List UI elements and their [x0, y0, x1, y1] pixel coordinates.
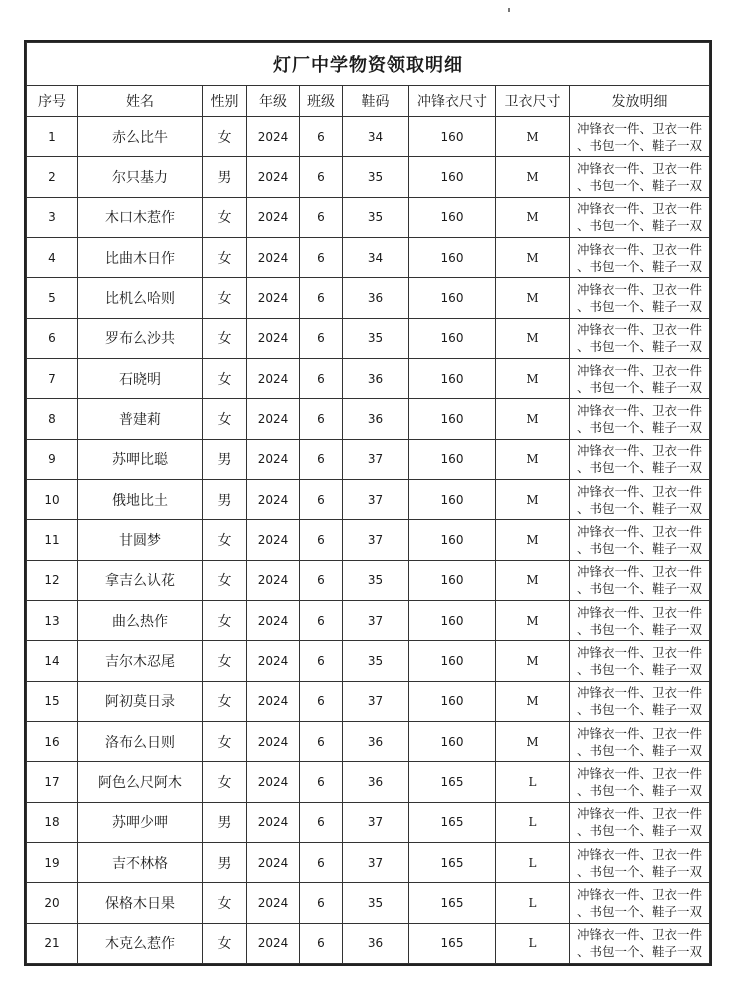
cell-details — [570, 479, 710, 519]
cell-details — [570, 560, 710, 600]
cell-class: 6 — [300, 157, 343, 197]
details-line-2: 、书包一个、鞋子一双 — [576, 863, 702, 879]
cell-jacket-size: 160 — [409, 318, 496, 358]
cell-name: 吉不林格 — [78, 842, 203, 882]
details-line-1: 冲锋衣一件、卫衣一件 — [576, 765, 702, 781]
cell-grade: 2024 — [247, 762, 300, 802]
table-row — [27, 439, 710, 479]
cell-name: 石晓明 — [78, 358, 203, 398]
details-line-2: 、书包一个、鞋子一双 — [576, 782, 702, 798]
cell-hoodie-size: M — [496, 439, 570, 479]
cell-jacket-size: 165 — [409, 842, 496, 882]
cell-grade: 2024 — [247, 157, 300, 197]
cell-grade: 2024 — [247, 560, 300, 600]
cell-jacket-size: 160 — [409, 358, 496, 398]
cell-index: 10 — [27, 479, 78, 519]
details-line-1: 冲锋衣一件、卫衣一件 — [576, 160, 702, 176]
cell-shoe-size: 35 — [343, 560, 409, 600]
details-line-2: 、书包一个、鞋子一双 — [576, 944, 702, 960]
details-line-2: 、书包一个、鞋子一双 — [576, 661, 702, 677]
cell-details — [570, 278, 710, 318]
details-line-1: 冲锋衣一件、卫衣一件 — [576, 806, 702, 822]
cell-hoodie-size: M — [496, 560, 570, 600]
cell-shoe-size: 36 — [343, 762, 409, 802]
cell-details — [570, 641, 710, 681]
cell-grade: 2024 — [247, 318, 300, 358]
cell-index: 2 — [27, 157, 78, 197]
details-line-1: 冲锋衣一件、卫衣一件 — [576, 120, 702, 136]
cell-gender: 女 — [203, 641, 247, 681]
cell-class: 6 — [300, 802, 343, 842]
table-row — [27, 883, 710, 923]
cell-index: 13 — [27, 600, 78, 640]
cell-name: 木口木惹作 — [78, 197, 203, 237]
cell-jacket-size: 165 — [409, 923, 496, 963]
cell-gender: 女 — [203, 197, 247, 237]
cell-shoe-size: 35 — [343, 641, 409, 681]
header-grade: 年级 — [247, 86, 300, 117]
cell-grade: 2024 — [247, 842, 300, 882]
details-line-1: 冲锋衣一件、卫衣一件 — [576, 927, 702, 943]
cell-class: 6 — [300, 600, 343, 640]
cell-shoe-size: 36 — [343, 358, 409, 398]
cell-grade: 2024 — [247, 600, 300, 640]
cell-grade: 2024 — [247, 358, 300, 398]
cell-hoodie-size: M — [496, 237, 570, 277]
table-row — [27, 520, 710, 560]
table-row — [27, 318, 710, 358]
details-line-1: 冲锋衣一件、卫衣一件 — [576, 362, 702, 378]
table-row — [27, 802, 710, 842]
table-row — [27, 762, 710, 802]
cell-gender: 男 — [203, 802, 247, 842]
cell-shoe-size: 37 — [343, 520, 409, 560]
cell-shoe-size: 35 — [343, 883, 409, 923]
cell-index: 5 — [27, 278, 78, 318]
cell-grade: 2024 — [247, 439, 300, 479]
details-line-1: 冲锋衣一件、卫衣一件 — [576, 402, 702, 418]
cell-shoe-size: 37 — [343, 681, 409, 721]
cell-class: 6 — [300, 681, 343, 721]
cell-class: 6 — [300, 197, 343, 237]
cell-gender: 男 — [203, 157, 247, 197]
details-line-1: 冲锋衣一件、卫衣一件 — [576, 483, 702, 499]
cell-index: 9 — [27, 439, 78, 479]
distribution-table — [26, 42, 710, 964]
cell-class: 6 — [300, 358, 343, 398]
cell-index: 3 — [27, 197, 78, 237]
cell-name: 尔只基力 — [78, 157, 203, 197]
cell-gender: 女 — [203, 923, 247, 963]
cell-name: 罗布么沙共 — [78, 318, 203, 358]
cell-shoe-size: 34 — [343, 237, 409, 277]
cell-gender: 男 — [203, 439, 247, 479]
cell-jacket-size: 165 — [409, 883, 496, 923]
cell-jacket-size: 160 — [409, 681, 496, 721]
cell-class: 6 — [300, 641, 343, 681]
cell-index: 6 — [27, 318, 78, 358]
cell-details — [570, 600, 710, 640]
table-row — [27, 197, 710, 237]
table-row — [27, 479, 710, 519]
cell-hoodie-size: M — [496, 681, 570, 721]
cell-gender: 男 — [203, 479, 247, 519]
cell-jacket-size: 160 — [409, 237, 496, 277]
cell-shoe-size: 36 — [343, 923, 409, 963]
header-name: 姓名 — [78, 86, 203, 117]
cell-gender: 女 — [203, 358, 247, 398]
table-row — [27, 157, 710, 197]
sheet-title: 灯厂中学物资领取明细 — [27, 43, 710, 86]
cell-details — [570, 762, 710, 802]
cell-gender: 女 — [203, 278, 247, 318]
table-row — [27, 600, 710, 640]
details-line-2: 、书包一个、鞋子一双 — [576, 460, 702, 476]
cell-hoodie-size: M — [496, 117, 570, 157]
cell-name: 比机么哈则 — [78, 278, 203, 318]
header-row — [27, 86, 710, 117]
cell-shoe-size: 37 — [343, 479, 409, 519]
cell-index: 17 — [27, 762, 78, 802]
cell-grade: 2024 — [247, 399, 300, 439]
cell-details — [570, 802, 710, 842]
cell-hoodie-size: M — [496, 641, 570, 681]
cell-gender: 女 — [203, 600, 247, 640]
cell-jacket-size: 160 — [409, 479, 496, 519]
cell-grade: 2024 — [247, 117, 300, 157]
cell-class: 6 — [300, 439, 343, 479]
cell-gender: 女 — [203, 237, 247, 277]
cell-shoe-size: 37 — [343, 439, 409, 479]
cell-class: 6 — [300, 399, 343, 439]
details-line-2: 、书包一个、鞋子一双 — [576, 137, 702, 153]
cell-name: 甘圆梦 — [78, 520, 203, 560]
cell-class: 6 — [300, 883, 343, 923]
details-line-2: 、书包一个、鞋子一双 — [576, 702, 702, 718]
cell-index: 12 — [27, 560, 78, 600]
details-line-1: 冲锋衣一件、卫衣一件 — [576, 685, 702, 701]
cell-grade: 2024 — [247, 197, 300, 237]
cell-jacket-size: 160 — [409, 560, 496, 600]
cell-details — [570, 358, 710, 398]
cell-name: 比曲木日作 — [78, 237, 203, 277]
cell-shoe-size: 36 — [343, 399, 409, 439]
cell-class: 6 — [300, 560, 343, 600]
cell-hoodie-size: L — [496, 923, 570, 963]
cell-jacket-size: 165 — [409, 762, 496, 802]
cell-class: 6 — [300, 721, 343, 761]
cell-details — [570, 197, 710, 237]
title-row — [27, 43, 710, 86]
details-line-1: 冲锋衣一件、卫衣一件 — [576, 523, 702, 539]
cell-details — [570, 237, 710, 277]
details-line-1: 冲锋衣一件、卫衣一件 — [576, 322, 702, 338]
cell-details — [570, 842, 710, 882]
cell-name: 洛布么日则 — [78, 721, 203, 761]
details-line-2: 、书包一个、鞋子一双 — [576, 177, 702, 193]
details-line-2: 、书包一个、鞋子一双 — [576, 823, 702, 839]
cell-jacket-size: 160 — [409, 399, 496, 439]
details-line-2: 、书包一个、鞋子一双 — [576, 621, 702, 637]
cell-jacket-size: 160 — [409, 117, 496, 157]
cell-gender: 女 — [203, 399, 247, 439]
cell-details — [570, 157, 710, 197]
table-row — [27, 923, 710, 963]
details-line-2: 、书包一个、鞋子一双 — [576, 218, 702, 234]
cell-index: 7 — [27, 358, 78, 398]
details-line-1: 冲锋衣一件、卫衣一件 — [576, 604, 702, 620]
cell-name: 俄地比土 — [78, 479, 203, 519]
details-line-1: 冲锋衣一件、卫衣一件 — [576, 241, 702, 257]
cell-name: 苏呷比聪 — [78, 439, 203, 479]
cell-index: 14 — [27, 641, 78, 681]
cell-grade: 2024 — [247, 520, 300, 560]
details-line-1: 冲锋衣一件、卫衣一件 — [576, 644, 702, 660]
cell-index: 21 — [27, 923, 78, 963]
cell-class: 6 — [300, 318, 343, 358]
cell-index: 11 — [27, 520, 78, 560]
details-line-1: 冲锋衣一件、卫衣一件 — [576, 443, 702, 459]
details-line-2: 、书包一个、鞋子一双 — [576, 581, 702, 597]
cell-details — [570, 318, 710, 358]
cell-jacket-size: 160 — [409, 278, 496, 318]
cell-shoe-size: 35 — [343, 197, 409, 237]
cell-class: 6 — [300, 237, 343, 277]
details-line-1: 冲锋衣一件、卫衣一件 — [576, 201, 702, 217]
cell-hoodie-size: M — [496, 520, 570, 560]
details-line-2: 、书包一个、鞋子一双 — [576, 500, 702, 516]
cell-class: 6 — [300, 520, 343, 560]
cell-hoodie-size: L — [496, 883, 570, 923]
cell-jacket-size: 160 — [409, 600, 496, 640]
cell-hoodie-size: M — [496, 399, 570, 439]
cell-hoodie-size: L — [496, 762, 570, 802]
details-line-2: 、书包一个、鞋子一双 — [576, 258, 702, 274]
cell-name: 保格木日果 — [78, 883, 203, 923]
cell-grade: 2024 — [247, 681, 300, 721]
cell-name: 拿吉么认花 — [78, 560, 203, 600]
details-line-1: 冲锋衣一件、卫衣一件 — [576, 846, 702, 862]
cell-hoodie-size: M — [496, 358, 570, 398]
cell-index: 15 — [27, 681, 78, 721]
details-line-1: 冲锋衣一件、卫衣一件 — [576, 281, 702, 297]
cell-index: 16 — [27, 721, 78, 761]
details-line-1: 冲锋衣一件、卫衣一件 — [576, 886, 702, 902]
cell-jacket-size: 160 — [409, 197, 496, 237]
cell-shoe-size: 35 — [343, 318, 409, 358]
cell-class: 6 — [300, 762, 343, 802]
cell-gender: 女 — [203, 681, 247, 721]
cell-hoodie-size: L — [496, 842, 570, 882]
cell-shoe-size: 36 — [343, 278, 409, 318]
cell-hoodie-size: M — [496, 721, 570, 761]
details-line-2: 、书包一个、鞋子一双 — [576, 298, 702, 314]
cell-jacket-size: 160 — [409, 157, 496, 197]
details-line-2: 、书包一个、鞋子一双 — [576, 903, 702, 919]
cell-hoodie-size: M — [496, 157, 570, 197]
cell-name: 阿色么尺阿木 — [78, 762, 203, 802]
cell-grade: 2024 — [247, 721, 300, 761]
header-details: 发放明细 — [570, 86, 710, 117]
table-row — [27, 399, 710, 439]
cell-details — [570, 721, 710, 761]
table-row — [27, 358, 710, 398]
cell-grade: 2024 — [247, 278, 300, 318]
cell-jacket-size: 160 — [409, 721, 496, 761]
cell-details — [570, 883, 710, 923]
cell-shoe-size: 34 — [343, 117, 409, 157]
cell-grade: 2024 — [247, 237, 300, 277]
header-index: 序号 — [27, 86, 78, 117]
cell-name: 木克么惹作 — [78, 923, 203, 963]
cell-hoodie-size: L — [496, 802, 570, 842]
cell-index: 18 — [27, 802, 78, 842]
cell-class: 6 — [300, 479, 343, 519]
cell-name: 吉尔木忍尾 — [78, 641, 203, 681]
cell-grade: 2024 — [247, 641, 300, 681]
table-row — [27, 278, 710, 318]
cell-shoe-size: 37 — [343, 600, 409, 640]
cell-jacket-size: 160 — [409, 641, 496, 681]
distribution-sheet — [24, 40, 712, 966]
table-row — [27, 721, 710, 761]
scan-speck — [508, 8, 510, 12]
details-line-2: 、书包一个、鞋子一双 — [576, 339, 702, 355]
table-row — [27, 641, 710, 681]
cell-name: 阿初莫日录 — [78, 681, 203, 721]
cell-gender: 女 — [203, 520, 247, 560]
cell-details — [570, 681, 710, 721]
cell-class: 6 — [300, 842, 343, 882]
cell-name: 曲么热作 — [78, 600, 203, 640]
cell-name: 普建莉 — [78, 399, 203, 439]
details-line-1: 冲锋衣一件、卫衣一件 — [576, 564, 702, 580]
cell-gender: 女 — [203, 762, 247, 802]
cell-details — [570, 439, 710, 479]
cell-class: 6 — [300, 278, 343, 318]
cell-hoodie-size: M — [496, 479, 570, 519]
table-row — [27, 681, 710, 721]
cell-index: 19 — [27, 842, 78, 882]
cell-hoodie-size: M — [496, 318, 570, 358]
details-line-2: 、书包一个、鞋子一双 — [576, 419, 702, 435]
cell-gender: 女 — [203, 117, 247, 157]
cell-details — [570, 399, 710, 439]
table-row — [27, 560, 710, 600]
cell-gender: 女 — [203, 721, 247, 761]
header-class: 班级 — [300, 86, 343, 117]
details-line-2: 、书包一个、鞋子一双 — [576, 540, 702, 556]
cell-grade: 2024 — [247, 802, 300, 842]
details-line-2: 、书包一个、鞋子一双 — [576, 742, 702, 758]
cell-name: 苏呷少呷 — [78, 802, 203, 842]
cell-shoe-size: 37 — [343, 842, 409, 882]
cell-grade: 2024 — [247, 883, 300, 923]
cell-index: 1 — [27, 117, 78, 157]
cell-gender: 女 — [203, 883, 247, 923]
cell-details — [570, 923, 710, 963]
cell-jacket-size: 160 — [409, 439, 496, 479]
cell-jacket-size: 160 — [409, 520, 496, 560]
details-line-1: 冲锋衣一件、卫衣一件 — [576, 725, 702, 741]
cell-jacket-size: 165 — [409, 802, 496, 842]
cell-hoodie-size: M — [496, 600, 570, 640]
cell-shoe-size: 37 — [343, 802, 409, 842]
cell-class: 6 — [300, 923, 343, 963]
cell-grade: 2024 — [247, 923, 300, 963]
header-hoodie-size: 卫衣尺寸 — [496, 86, 570, 117]
cell-details — [570, 520, 710, 560]
cell-shoe-size: 35 — [343, 157, 409, 197]
cell-name: 赤么比牛 — [78, 117, 203, 157]
cell-gender: 女 — [203, 560, 247, 600]
header-shoe-size: 鞋码 — [343, 86, 409, 117]
table-row — [27, 117, 710, 157]
details-line-2: 、书包一个、鞋子一双 — [576, 379, 702, 395]
cell-index: 4 — [27, 237, 78, 277]
cell-details — [570, 117, 710, 157]
cell-hoodie-size: M — [496, 197, 570, 237]
table-row — [27, 842, 710, 882]
cell-class: 6 — [300, 117, 343, 157]
cell-index: 8 — [27, 399, 78, 439]
header-jacket-size: 冲锋衣尺寸 — [409, 86, 496, 117]
cell-shoe-size: 36 — [343, 721, 409, 761]
cell-gender: 女 — [203, 318, 247, 358]
table-row — [27, 237, 710, 277]
cell-hoodie-size: M — [496, 278, 570, 318]
cell-grade: 2024 — [247, 479, 300, 519]
cell-gender: 男 — [203, 842, 247, 882]
cell-index: 20 — [27, 883, 78, 923]
header-gender: 性别 — [203, 86, 247, 117]
